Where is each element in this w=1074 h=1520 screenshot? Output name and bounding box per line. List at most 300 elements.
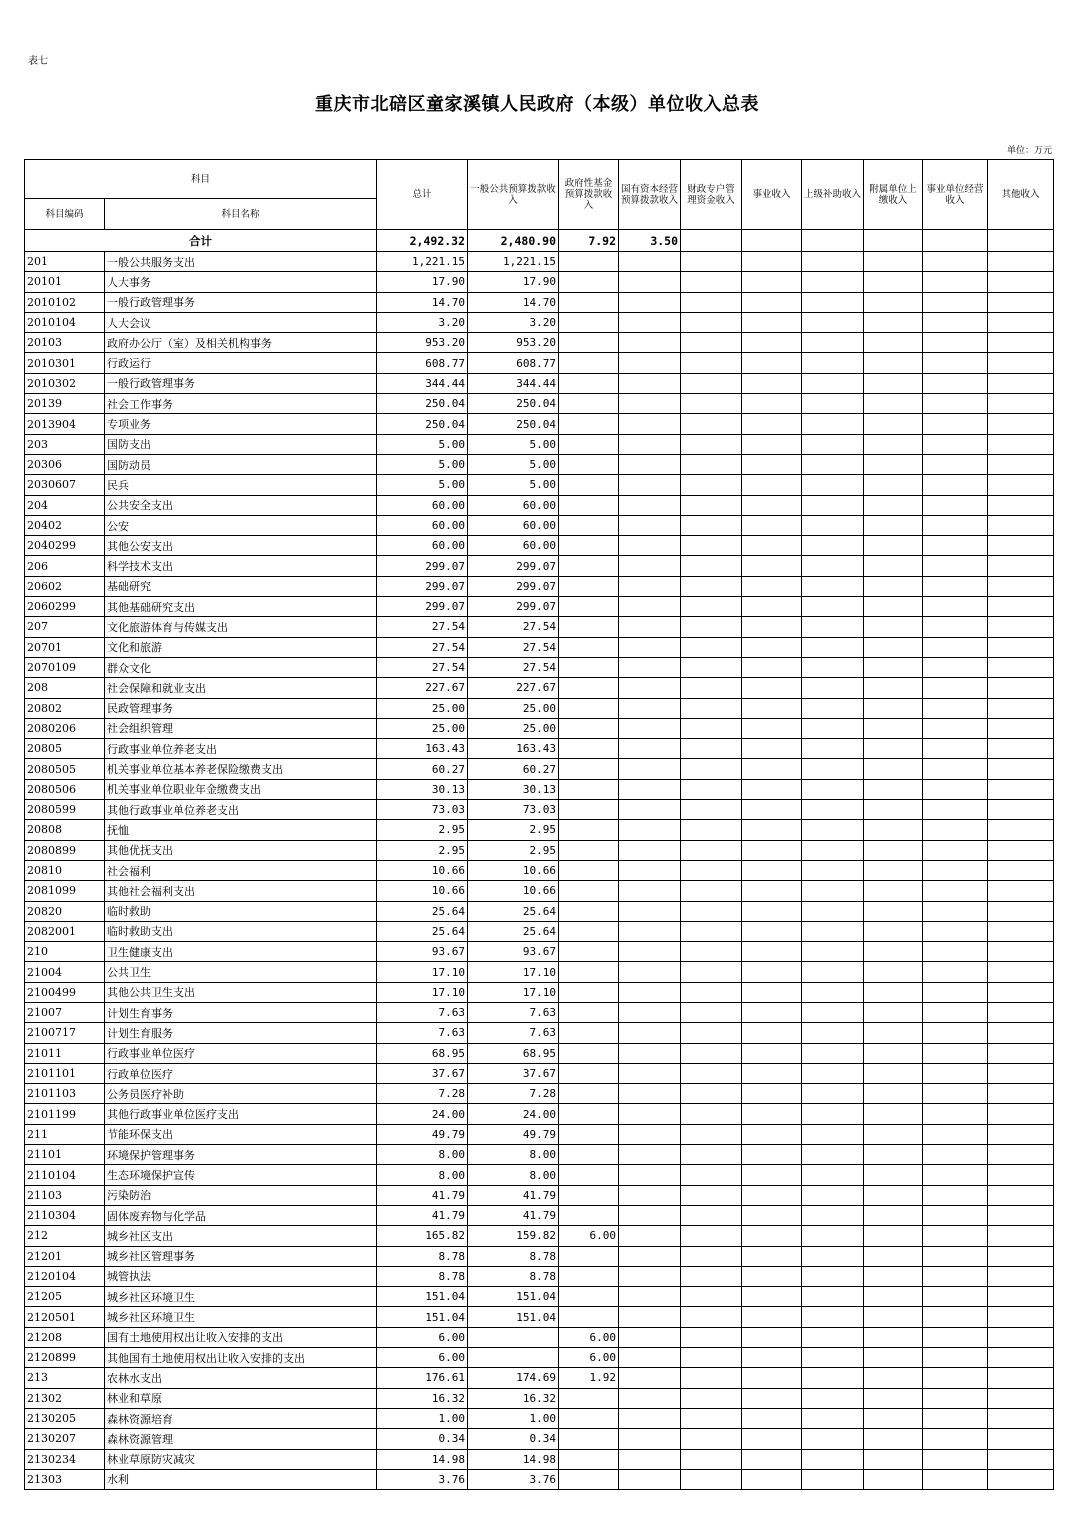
empty-cell (802, 657, 864, 677)
empty-cell (619, 1084, 681, 1104)
table-row (25, 1429, 1054, 1449)
general-budget-amount: 14.98 (468, 1449, 559, 1469)
empty-cell (923, 860, 988, 880)
empty-cell (681, 718, 742, 738)
empty-cell (802, 718, 864, 738)
empty-cell (802, 1408, 864, 1428)
empty-cell (864, 1246, 923, 1266)
empty-cell (619, 1307, 681, 1327)
total-amount: 3.20 (377, 312, 468, 332)
empty-cell (802, 1104, 864, 1124)
gov-fund-amount (559, 292, 619, 312)
empty-cell (864, 414, 923, 434)
empty-cell (988, 1348, 1054, 1368)
subject-code: 21004 (25, 962, 105, 982)
table-row (25, 820, 1054, 840)
empty-cell (923, 1124, 988, 1144)
empty-cell (923, 739, 988, 759)
table-row (25, 1469, 1054, 1489)
table-row (25, 333, 1054, 353)
table-row (25, 881, 1054, 901)
subject-code: 211 (25, 1124, 105, 1144)
table-row (25, 292, 1054, 312)
subject-code: 2080899 (25, 840, 105, 860)
general-budget-amount: 0.34 (468, 1429, 559, 1449)
subject-name: 人大事务 (105, 272, 377, 292)
subject-name: 国有土地使用权出让收入安排的支出 (105, 1327, 377, 1347)
general-budget-amount: 3.76 (468, 1469, 559, 1489)
empty-cell (742, 739, 802, 759)
table-row (25, 860, 1054, 880)
empty-cell (923, 414, 988, 434)
gov-fund-amount (559, 698, 619, 718)
empty-cell (864, 1084, 923, 1104)
gov-fund-amount (559, 373, 619, 393)
subject-code: 210 (25, 942, 105, 962)
empty-cell (988, 800, 1054, 820)
table-row (25, 1124, 1054, 1144)
empty-cell (864, 1124, 923, 1144)
gov-fund-amount (559, 312, 619, 332)
subject-code: 2100499 (25, 982, 105, 1002)
empty-cell (619, 475, 681, 495)
empty-cell (681, 1246, 742, 1266)
total-amount: 30.13 (377, 779, 468, 799)
empty-cell (681, 1104, 742, 1124)
subject-code: 21302 (25, 1388, 105, 1408)
empty-cell (802, 800, 864, 820)
subject-code: 20810 (25, 860, 105, 880)
empty-cell (923, 637, 988, 657)
total-amount: 6.00 (377, 1348, 468, 1368)
total-amount: 2.95 (377, 820, 468, 840)
empty-cell (923, 718, 988, 738)
gov-fund-amount (559, 576, 619, 596)
empty-cell (619, 495, 681, 515)
general-budget-amount (468, 1327, 559, 1347)
empty-cell (988, 881, 1054, 901)
table-row (25, 1145, 1054, 1165)
table-row (25, 1205, 1054, 1225)
subject-code: 20103 (25, 333, 105, 353)
table-row (25, 739, 1054, 759)
empty-cell (923, 759, 988, 779)
subject-code: 2130205 (25, 1408, 105, 1428)
subject-name: 公共卫生 (105, 962, 377, 982)
empty-cell (864, 800, 923, 820)
empty-cell (742, 982, 802, 1002)
empty-cell (802, 698, 864, 718)
subject-code: 2101103 (25, 1084, 105, 1104)
subject-name: 环境保护管理事务 (105, 1145, 377, 1165)
empty-cell (864, 1469, 923, 1489)
empty-cell (742, 394, 802, 414)
subject-name: 生态环境保护宣传 (105, 1165, 377, 1185)
gov-fund-amount (559, 1023, 619, 1043)
empty-cell (988, 353, 1054, 373)
empty-cell (619, 1023, 681, 1043)
empty-cell (742, 678, 802, 698)
subject-code: 21303 (25, 1469, 105, 1489)
empty-cell (619, 860, 681, 880)
empty-cell (923, 1104, 988, 1124)
subject-name: 行政事业单位养老支出 (105, 739, 377, 759)
empty-cell (742, 556, 802, 576)
total-amount: 7.63 (377, 1023, 468, 1043)
unit-label: 单位：万元 (1006, 146, 1052, 156)
empty-cell (802, 1246, 864, 1266)
table-row (25, 597, 1054, 617)
empty-cell (988, 576, 1054, 596)
empty-cell (681, 1205, 742, 1225)
empty-cell (742, 292, 802, 312)
total-amount: 1.00 (377, 1408, 468, 1428)
total-amount: 49.79 (377, 1124, 468, 1144)
gov-fund-amount (559, 962, 619, 982)
empty-cell (802, 373, 864, 393)
gov-fund-amount (559, 678, 619, 698)
empty-cell (923, 1246, 988, 1266)
subject-code: 2080506 (25, 779, 105, 799)
subject-code: 20306 (25, 454, 105, 474)
empty-cell (681, 536, 742, 556)
empty-cell (681, 800, 742, 820)
empty-cell (988, 1429, 1054, 1449)
gov-fund-amount (559, 333, 619, 353)
empty-cell (923, 1429, 988, 1449)
general-budget-amount: 73.03 (468, 800, 559, 820)
empty-cell (742, 860, 802, 880)
empty-cell (619, 576, 681, 596)
empty-cell (802, 1063, 864, 1083)
gov-fund-amount (559, 1084, 619, 1104)
subject-name-header: 科目名称 (105, 199, 377, 230)
empty-cell (988, 698, 1054, 718)
empty-cell (988, 637, 1054, 657)
table-row (25, 657, 1054, 677)
empty-cell (681, 373, 742, 393)
empty-cell (988, 1327, 1054, 1347)
empty-cell (864, 1388, 923, 1408)
business-income-header: 事业收入 (742, 160, 802, 230)
empty-cell (681, 312, 742, 332)
gov-fund-amount (559, 982, 619, 1002)
empty-cell (988, 1023, 1054, 1043)
empty-cell (923, 434, 988, 454)
empty-cell (923, 1368, 988, 1388)
table-row (25, 678, 1054, 698)
total-amount: 7.28 (377, 1084, 468, 1104)
empty-cell (742, 1449, 802, 1469)
empty-cell (864, 1368, 923, 1388)
subject-code: 21011 (25, 1043, 105, 1063)
empty-cell (742, 617, 802, 637)
empty-cell (802, 394, 864, 414)
general-budget-amount: 8.78 (468, 1246, 559, 1266)
empty-cell (619, 515, 681, 535)
gov-fund-amount (559, 657, 619, 677)
general-budget-amount: 7.63 (468, 1023, 559, 1043)
empty-cell (864, 759, 923, 779)
empty-cell (619, 597, 681, 617)
total-amount: 299.07 (377, 576, 468, 596)
empty-cell (681, 860, 742, 880)
table-row (25, 252, 1054, 272)
gov-fund-amount (559, 1043, 619, 1063)
empty-cell (864, 1002, 923, 1022)
empty-cell (923, 1002, 988, 1022)
subject-code: 2010102 (25, 292, 105, 312)
empty-cell (864, 657, 923, 677)
empty-cell (681, 901, 742, 921)
empty-cell (619, 881, 681, 901)
empty-cell (988, 394, 1054, 414)
total-amount: 60.00 (377, 536, 468, 556)
subject-name: 林业草原防灾减灾 (105, 1449, 377, 1469)
empty-cell (864, 820, 923, 840)
empty-cell (742, 515, 802, 535)
empty-cell (923, 1084, 988, 1104)
total-amount: 227.67 (377, 678, 468, 698)
subject-code: 207 (25, 617, 105, 637)
empty-cell (923, 901, 988, 921)
empty-cell (988, 312, 1054, 332)
general-budget-amount: 1.00 (468, 1408, 559, 1428)
subject-code: 20808 (25, 820, 105, 840)
empty-cell (681, 414, 742, 434)
empty-cell (802, 1205, 864, 1225)
subject-code: 21101 (25, 1145, 105, 1165)
empty-cell (864, 901, 923, 921)
empty-cell (802, 272, 864, 292)
total-amount: 5.00 (377, 454, 468, 474)
empty-cell (923, 1327, 988, 1347)
empty-cell (988, 820, 1054, 840)
total-amount: 73.03 (377, 800, 468, 820)
subject-code: 2120501 (25, 1307, 105, 1327)
total-general-budget: 2,480.90 (468, 230, 559, 252)
empty-cell (619, 1287, 681, 1307)
page-title: 重庆市北碚区童家溪镇人民政府（本级）单位收入总表 (315, 94, 759, 115)
empty-cell (923, 536, 988, 556)
subject-name: 民政管理事务 (105, 698, 377, 718)
empty-cell (923, 495, 988, 515)
empty-cell (742, 1145, 802, 1165)
empty-cell (681, 353, 742, 373)
empty-cell (742, 1327, 802, 1347)
empty-cell (802, 1023, 864, 1043)
subject-name: 基础研究 (105, 576, 377, 596)
total-amount: 3.76 (377, 1469, 468, 1489)
subject-name: 其他社会福利支出 (105, 881, 377, 901)
empty-cell (742, 1429, 802, 1449)
empty-cell (681, 556, 742, 576)
empty-cell (619, 1469, 681, 1489)
empty-cell (864, 515, 923, 535)
table-row (25, 1063, 1054, 1083)
empty-cell (988, 1104, 1054, 1124)
general-budget-amount: 608.77 (468, 353, 559, 373)
subject-name: 一般行政管理事务 (105, 373, 377, 393)
subject-name: 森林资源培育 (105, 1408, 377, 1428)
subject-code: 203 (25, 434, 105, 454)
subject-name: 社会保障和就业支出 (105, 678, 377, 698)
empty-cell (742, 1246, 802, 1266)
gov-fund-amount (559, 536, 619, 556)
empty-cell (742, 820, 802, 840)
empty-cell (802, 1429, 864, 1449)
empty-cell (923, 1388, 988, 1408)
empty-cell (864, 982, 923, 1002)
gov-fund-header: 政府性基金预算拨款收入 (559, 160, 619, 230)
empty-cell (988, 1449, 1054, 1469)
gov-fund-amount (559, 1429, 619, 1449)
empty-cell (923, 698, 988, 718)
empty-cell (742, 312, 802, 332)
empty-cell (988, 1124, 1054, 1144)
empty-cell (988, 718, 1054, 738)
empty-cell (619, 373, 681, 393)
subject-name: 行政单位医疗 (105, 1063, 377, 1083)
empty-cell (802, 881, 864, 901)
empty-cell (619, 800, 681, 820)
empty-cell (619, 779, 681, 799)
empty-cell (802, 1327, 864, 1347)
subject-name: 国防动员 (105, 454, 377, 474)
empty-cell (864, 962, 923, 982)
subject-code: 2130207 (25, 1429, 105, 1449)
empty-cell (923, 982, 988, 1002)
general-budget-amount: 163.43 (468, 739, 559, 759)
total-amount: 299.07 (377, 597, 468, 617)
empty-cell (802, 901, 864, 921)
empty-cell (681, 657, 742, 677)
empty-cell (923, 556, 988, 576)
empty-cell (681, 820, 742, 840)
empty-cell (988, 475, 1054, 495)
subject-code: 2010104 (25, 312, 105, 332)
gov-fund-amount (559, 800, 619, 820)
gov-fund-amount (559, 881, 619, 901)
subject-code: 204 (25, 495, 105, 515)
empty-cell (923, 1449, 988, 1469)
empty-cell (923, 312, 988, 332)
empty-cell (742, 718, 802, 738)
general-budget-amount: 299.07 (468, 576, 559, 596)
general-budget-amount: 16.32 (468, 1388, 559, 1408)
empty-cell (923, 292, 988, 312)
table-row (25, 515, 1054, 535)
empty-cell (802, 414, 864, 434)
empty-cell (681, 1307, 742, 1327)
empty-cell (802, 1145, 864, 1165)
subject-name: 固体废弃物与化学品 (105, 1205, 377, 1225)
empty-cell (681, 1185, 742, 1205)
empty-cell (681, 1002, 742, 1022)
table-row (25, 414, 1054, 434)
gov-fund-amount (559, 739, 619, 759)
empty-cell (681, 637, 742, 657)
subject-code: 2040299 (25, 536, 105, 556)
table-row (25, 840, 1054, 860)
empty-cell (619, 1124, 681, 1144)
empty-cell (619, 434, 681, 454)
empty-cell (742, 1388, 802, 1408)
subject-code: 2010302 (25, 373, 105, 393)
total-amount: 60.27 (377, 759, 468, 779)
subject-name: 其他国有土地使用权出让收入安排的支出 (105, 1348, 377, 1368)
subject-name: 城乡社区环境卫生 (105, 1287, 377, 1307)
empty-cell (923, 454, 988, 474)
empty-cell (864, 1104, 923, 1124)
empty-cell (864, 373, 923, 393)
empty-cell (742, 1002, 802, 1022)
subject-code: 2080206 (25, 718, 105, 738)
gov-fund-amount (559, 921, 619, 941)
total-amount: 68.95 (377, 1043, 468, 1063)
subject-code: 2130234 (25, 1449, 105, 1469)
gov-fund-amount (559, 718, 619, 738)
table-row (25, 272, 1054, 292)
gov-fund-amount (559, 353, 619, 373)
empty-cell (619, 414, 681, 434)
empty-cell (988, 414, 1054, 434)
empty-cell (802, 1469, 864, 1489)
general-budget-amount: 10.66 (468, 860, 559, 880)
empty-cell (802, 942, 864, 962)
total-header: 总计 (377, 160, 468, 230)
gov-fund-amount (559, 1104, 619, 1124)
total-amount: 344.44 (377, 373, 468, 393)
empty-cell (802, 576, 864, 596)
table-row (25, 394, 1054, 414)
gov-fund-amount (559, 475, 619, 495)
empty-cell (681, 1165, 742, 1185)
general-budget-amount: 7.63 (468, 1002, 559, 1022)
empty-cell (619, 982, 681, 1002)
total-label: 合计 (25, 230, 377, 252)
empty-cell (923, 1348, 988, 1368)
empty-cell (802, 1043, 864, 1063)
empty-cell (681, 942, 742, 962)
empty-cell (923, 820, 988, 840)
empty-cell (988, 1368, 1054, 1388)
empty-cell (802, 779, 864, 799)
empty-cell (864, 252, 923, 272)
gov-fund-amount (559, 1002, 619, 1022)
empty-cell (681, 252, 742, 272)
subject-name: 民兵 (105, 475, 377, 495)
table-row (25, 901, 1054, 921)
general-budget-amount: 5.00 (468, 434, 559, 454)
empty-cell (681, 921, 742, 941)
total-amount: 27.54 (377, 617, 468, 637)
table-row (25, 779, 1054, 799)
empty-cell (681, 475, 742, 495)
subject-name: 临时救助 (105, 901, 377, 921)
empty-cell (742, 1368, 802, 1388)
empty-cell (802, 820, 864, 840)
empty-cell (742, 881, 802, 901)
gov-fund-amount (559, 454, 619, 474)
gov-fund-amount (559, 637, 619, 657)
total-amount: 16.32 (377, 1388, 468, 1408)
general-budget-amount: 24.00 (468, 1104, 559, 1124)
general-budget-amount: 299.07 (468, 597, 559, 617)
empty-cell (923, 1266, 988, 1286)
subject-name: 政府办公厅（室）及相关机构事务 (105, 333, 377, 353)
empty-cell (742, 1307, 802, 1327)
